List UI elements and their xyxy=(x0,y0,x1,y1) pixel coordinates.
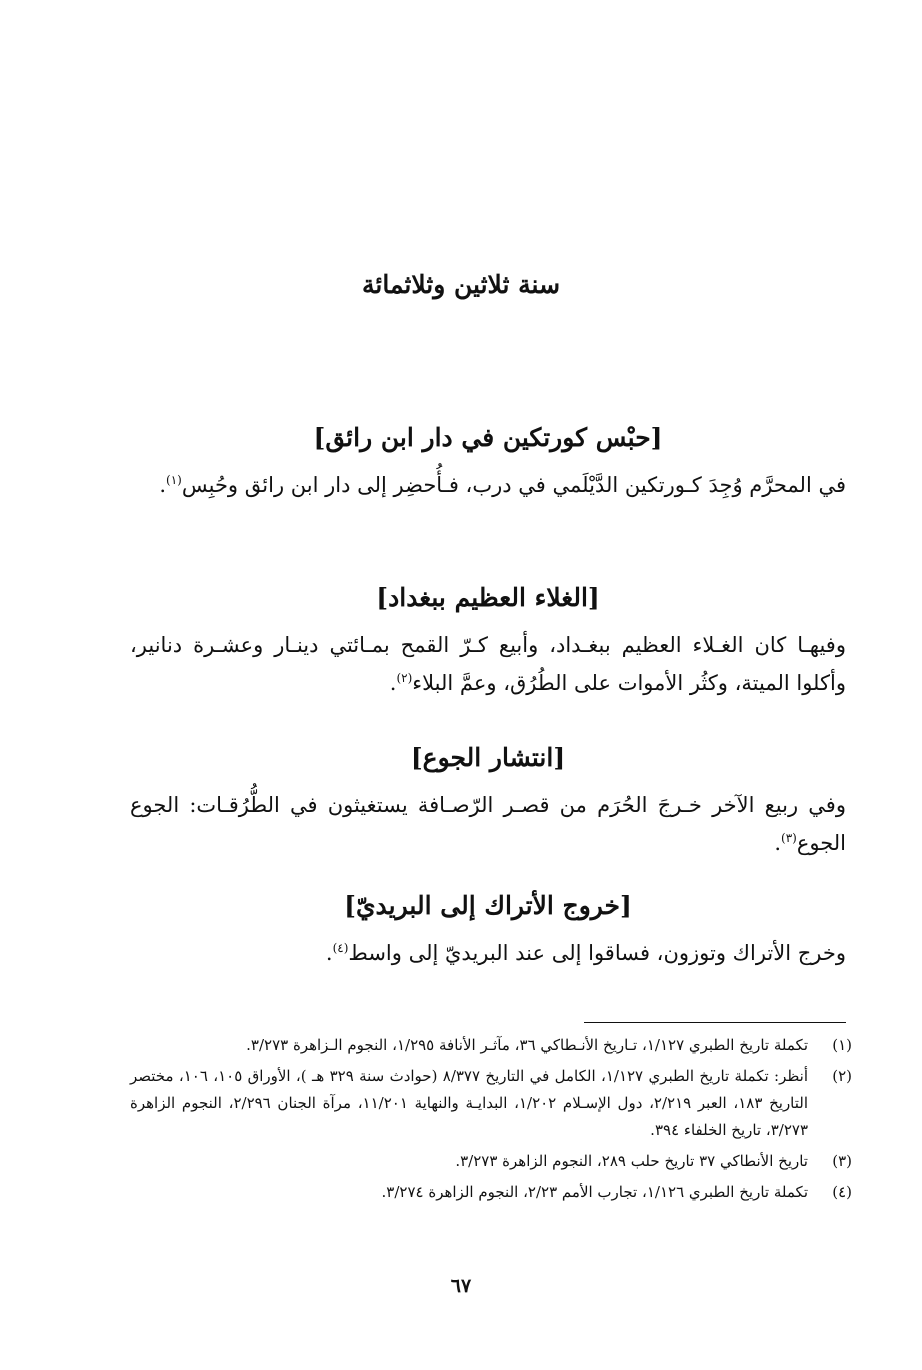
section-heading: [انتشار الجوع] xyxy=(410,743,566,772)
footnote-reference: (٢) xyxy=(396,671,413,685)
section-heading: [الغلاء العظيم ببغداد] xyxy=(376,583,600,612)
footnote-reference: (١) xyxy=(166,473,182,487)
page-number: ٦٧ xyxy=(450,1275,472,1297)
year-title: سنة ثلاثين وثلاثمائة xyxy=(361,270,561,299)
footnote-item xyxy=(130,1032,852,1059)
section-famine-baghdad xyxy=(130,578,846,702)
section-turks-departure xyxy=(130,886,846,972)
footnote-number: (٣) xyxy=(832,1152,852,1170)
sentence-end: . xyxy=(774,831,781,855)
section-text: وفي ربيع الآخر خـرجَ الحُرَم من قصـر الرّصـافة يستغيثون في الطُّرُقـات: الجوع الجوع xyxy=(130,793,846,855)
footnotes xyxy=(130,1032,852,1210)
footnote-number: (١) xyxy=(832,1036,852,1054)
section-kurtakin-imprisonment xyxy=(130,418,846,504)
section-text: وخرج الأتراك وتوزون، فساقوا إلى عند البريديّ إلى واسط xyxy=(348,941,846,965)
sentence-end: . xyxy=(389,671,397,695)
section-body xyxy=(130,934,846,972)
section-text: وفيهـا كان الغـلاء العظيم ببغـداد، وأبيع كـرّ القمح بمـائتي دينـار وعشـرة دنانير، وأكلوا الميتة، وكثُر الأموات على الطُرُق، وعمَّ البلاء xyxy=(130,633,846,695)
footnote-number: (٢) xyxy=(832,1067,852,1085)
section-heading: [حبْس كورتكين في دار ابن رائق] xyxy=(313,423,663,452)
section-heading: [خروج الأتراك إلى البريديّ] xyxy=(344,891,632,920)
footnote-text: تكملة تاريخ الطبري ١/١٢٦، تجارب الأمم ٢/٢٣، النجوم الزاهرة ٣/٢٧٤. xyxy=(381,1183,808,1201)
footnote-text: أنظر: تكملة تاريخ الطبري ١/١٢٧، الكامل في التاريخ ٨/٣٧٧ (حوادث سنة ٣٢٩ هـ )، الأوراق ١٠٥، ١٠٦، مختصر التاريخ ١٨٣، العبر ٢/٢١٩، دول الإسـلام ١/٢٠٢، البدايـة والنهاية ١١/٢٠١، مرآة الجنان ٢/٢٩٦، النجوم الزاهرة ٣/٢٧٣، تاريخ الخلفاء ٣٩٤. xyxy=(130,1067,809,1139)
footnote-reference: (٣) xyxy=(781,831,797,845)
sentence-end: . xyxy=(159,473,167,497)
footnote-reference: (٤) xyxy=(332,941,349,955)
section-text: في المحرَّم وُجِدَ كـورتكين الدَّيْلَمي في درب، فـأُحضِر إلى دار ابن رائق وحُبِس xyxy=(181,473,846,497)
section-body xyxy=(130,466,846,504)
footnote-text: تاريخ الأنطاكي ٣٧ تاريخ حلب ٢٨٩، النجوم الزاهرة ٣/٢٧٣. xyxy=(455,1152,808,1170)
sentence-end: . xyxy=(325,941,333,965)
footnote-item xyxy=(130,1179,852,1206)
section-body xyxy=(130,626,846,702)
section-body xyxy=(130,786,846,862)
footnote-text: تكملة تاريخ الطبري ١/١٢٧، تـاريخ الأنـطاكي ٣٦، مآثـر الأنافة ١/٢٩٥، النجوم الـزاهرة ٣/٢٧٣. xyxy=(246,1036,808,1054)
footnote-divider xyxy=(584,1022,846,1023)
footnote-number: (٤) xyxy=(832,1183,852,1201)
footnote-item xyxy=(130,1063,852,1144)
section-spread-of-hunger xyxy=(130,738,846,862)
footnote-item xyxy=(130,1148,852,1175)
